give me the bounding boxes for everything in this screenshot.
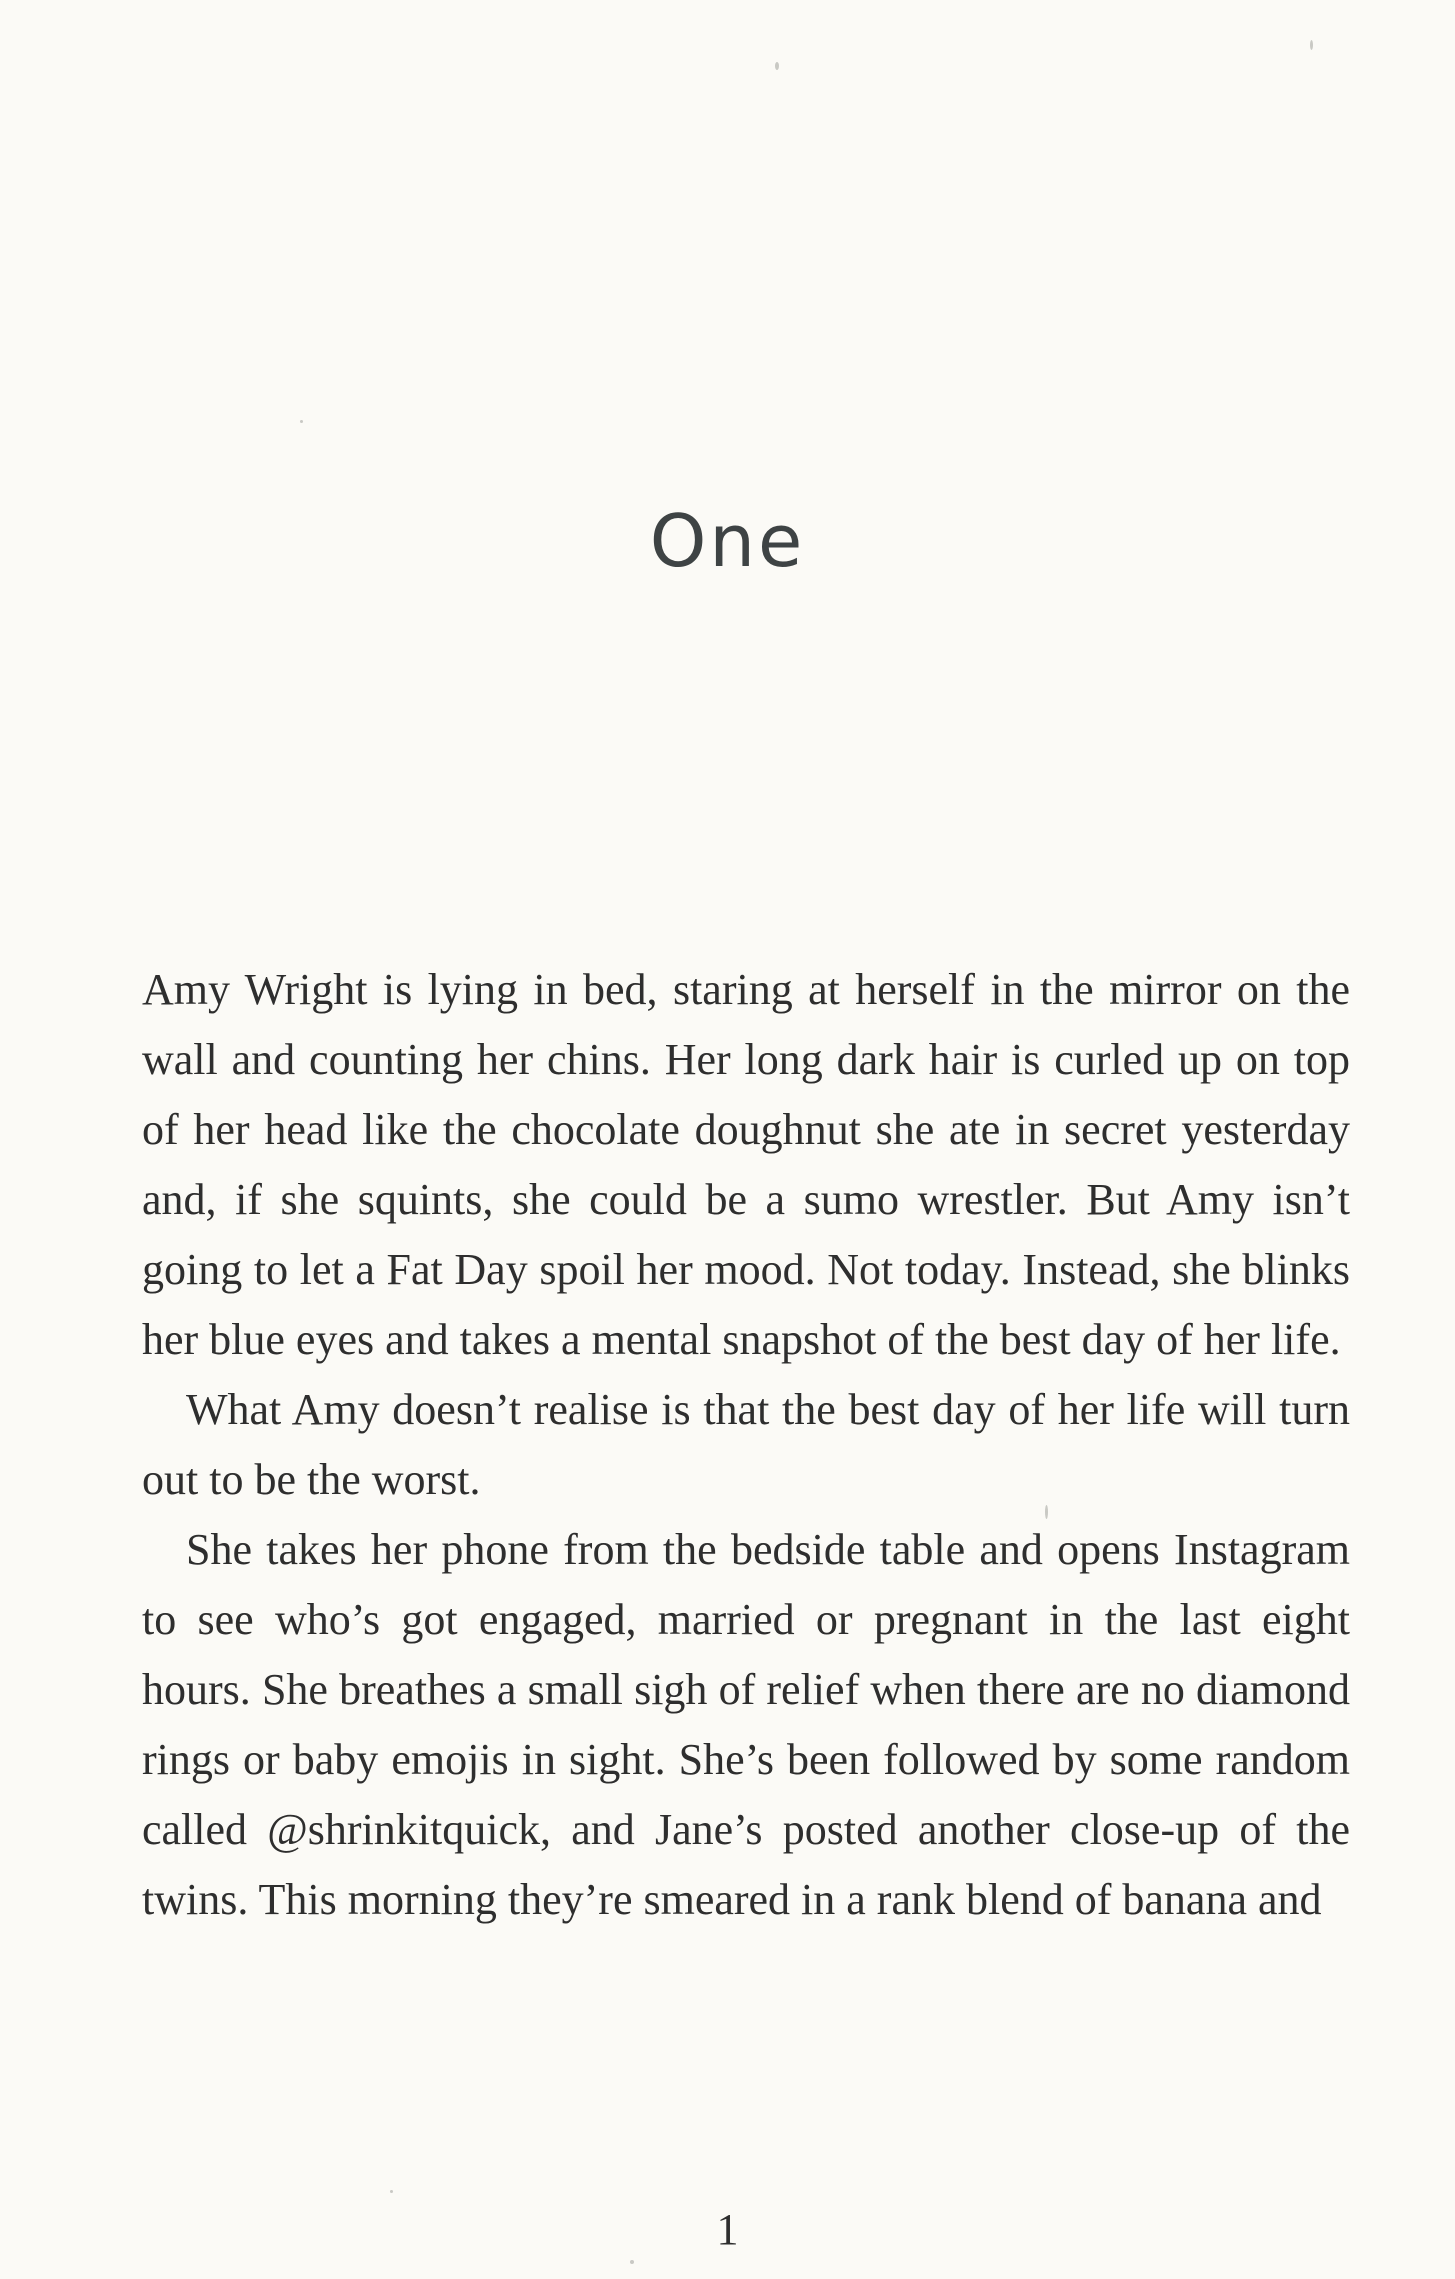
scan-speck: [390, 2190, 393, 2193]
scan-speck: [1310, 40, 1313, 50]
scan-speck: [775, 62, 779, 70]
page-number: 1: [716, 2205, 739, 2254]
paragraph-2: What Amy doesn’t realise is that the best day of her life will turn out to be the worst.: [142, 1385, 1350, 1504]
scan-speck: [1045, 1505, 1048, 1519]
chapter-title: One: [649, 499, 806, 583]
scan-speck: [300, 420, 303, 423]
scan-speck: [630, 2260, 634, 2264]
paragraph-3: She takes her phone from the bedside table and opens Instagram to see who’s got engaged, married or pregnant in the last eight hours. She breathes a small sigh of relief when there are no diamond rings or baby emojis in sight. She’s been followed by some random called @shrinkitquick, and Jane’s posted another close-up of the twins. This morning they’re smeared in a rank blend of banana and: [142, 1525, 1350, 1924]
chapter-body: [142, 955, 1350, 1935]
paragraph-1: Amy Wright is lying in bed, staring at herself in the mirror on the wall and counting her chins. Her long dark hair is curled up on top of her head like the chocolate doughnut she ate in secret yesterday and, if she squints, she could be a sumo wrestler. But Amy isn’t going to let a Fat Day spoil her mood. Not today. Instead, she blinks her blue eyes and takes a mental snapshot of the best day of her life.: [142, 965, 1350, 1364]
